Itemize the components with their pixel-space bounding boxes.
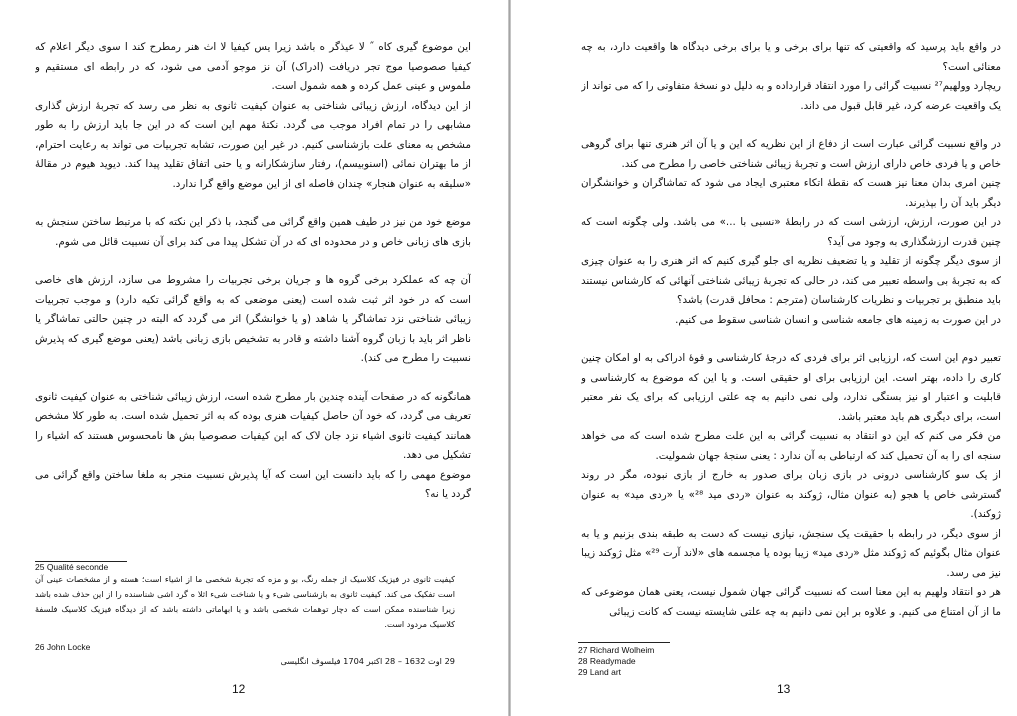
- page-13: [511, 0, 1017, 716]
- paragraph: موضوع مهمی را که باید دانست این است که آیا پذیرش نسبیت منجر به ملغا ساختن واقع گرائی می گردد یا نه؟: [35, 468, 471, 500]
- page-13-body: [581, 38, 1001, 638]
- paragraph: چنین امری بدان معنا نیز هست که نقطهٔ اتکاء معتبری ایجاد می شود که تماشاگران و خوانشگران دیگر باید آن را بپذیرند.: [581, 177, 1001, 209]
- page-number: 12: [232, 682, 246, 696]
- footnote-28: 28 Readymade: [578, 656, 636, 666]
- footnote-rule: [578, 642, 670, 643]
- page-number: 13: [777, 682, 791, 696]
- paragraph: موضع خود من نیز در طیف همین واقع گرائی می گنجد، با ذکر این نکته که با مرتبط ساختن سنجش به بازی های زبانی خاص و در محدوده ای که در آن تشکل پیدا می کند برای آن نسبیت قائل می شوم.: [35, 216, 471, 248]
- paragraph: همانگونه که در صفحات آینده چندین بار مطرح شده است، ارزش زیبائی شناختی به عنوان کیفیت ثانوی تعریف می گردد، که خود آن حاصل کیفیات هنری بوده که به اثر تحمیل شده است. به طور کلا مشخص همانند کیفیت ثانوی اشیاء نزد جان لاک که این کیفیات صصوصیا بش ها نامحسوس هستند که اشیاء را تشکیل می دهد.: [35, 390, 471, 461]
- paragraph: از سوی دیگر چگونه از تقلید و یا تضعیف نظریه ای جلو گیری کنیم که اثر هنری را به عنوان چیزی که به تجربهٔ بی واسطه تعبیر می کند، در حالی که تجربهٔ زیبائی شناختی آنهائی که کارشناس نیستند باید منطبق بر تجربیات و نظریات کارشناسان (مترجم : محافل قدرت) باشد؟: [581, 255, 1001, 306]
- paragraph: آن چه که عملکرد برخی گروه ها و جریان برخی تجربیات را مشروط می سازد، ارزش های خاصی است که در خود اثر ثبت شده است (یعنی موضعی که به واقع گرائی تکیه دارد) و موجب تجربیات زیبائی شناختی نزد تماشاگر یا شاهد (و یا خوانشگر) اثر می گردد که البته در چنین حالتی تماشاگر یا ناظر اثر باید با زبان گروه آشنا داشته و قادر به تشخیص بازی زبانی باشد (یعنی موضع گیری که پذیرش نسبیت را مطرح می کند).: [35, 274, 471, 364]
- page-12-body: [35, 38, 471, 508]
- footnote-26-label: 26 John Locke: [35, 642, 91, 652]
- footnote-25-text: کیفیت ثانوی در فیزیک کلاسیک از جمله رنگ، بو و مزه که تجربهٔ شخصی ما از اشیاء است؛ هسته و از مشخصات عینی آن است تفکیک می کند. کیفیت ثانوی به بازشناسی شیء و یا شناخت شیء اثلا ه گرد اشی شناسنده را از این حذف شده باشد زیرا شناسنده ممکن است که دچار توهمات شخصی باشد و یا ابهاماتی داشته باشد که از دیدگاه فیزیک کلاسیک فلسفهٔ کلاسیک مردود است.: [35, 574, 455, 629]
- paragraph: از این دیدگاه، ارزش زیبائی شناختی به عنوان کیفیت ثانوی به نظر می رسد که تجربهٔ ارزش گذاری مشابهی را در تمام افراد موجب می گردد. نکتهٔ مهم این است که در این جا باید ارزش را به طور مشخص به معنای علت بازشناسی کنیم. در غیر این صورت، تشابه تجربیات می تواند به رعایت احترام، از ما بهتران نمائی (اسنوبیسم)، رفتار سازشکارانه و یا حتی اتفاق تقلید پیدا کند. دیوید هیوم در مقالهٔ «سلیقه به عنوان هنجار» چندان فاصله ای از این موضع واقع گرا ندارد.: [35, 99, 471, 190]
- paragraph: در واقع باید پرسید که واقعیتی که تنها برای برخی و یا برای برخی دیدگاه ها واقعیت دارد، به چه معنائی است؟: [581, 41, 1001, 73]
- paragraph: این موضوع گیری کاه ˝ لا عیذگر ه باشد زیرا یس کیفیا لا اث هنر رمطرح کند ا سوی دیگر اعلام که کیفیا صصوصیا موج تجر دریافت (ادراک) آن نز موجو آدمی می شود، که در رابطه ای مستقیم و ملموس و عینی عمل کرده و همه شمول است.: [35, 41, 471, 92]
- paragraph: در واقع نسبیت گرائی عبارت است از دفاع از این نظریه که این و یا آن اثر هنری تنها برای گروهی خاص و یا فردی خاص دارای ارزش است و تجربهٔ زیبائی شناختی خاصی را مطرح می کند.: [581, 138, 1001, 170]
- paragraph: از سوی دیگر، در رابطه با حقیقت یک سنجش، نیازی نیست که دست به طبقه بندی بزنیم و یا به عنوان مثال بگوئیم که ژوکند مثل «ردی مید» زیبا بوده یا مجسمه های «لاند آرت ²⁹» مثل ژوکند زیبا نیز می رسد.: [581, 527, 1001, 579]
- paragraph: ریچارد وولهیم²⁷ نسبیت گرائی را مورد انتقاد قرارداده و به دلیل دو نسخهٔ متفاوتی را که می تواند از یک واقعیت عرضه کرد، غیر قابل قبول می داند.: [581, 80, 1001, 112]
- footnote-29: 29 Land art: [578, 667, 622, 677]
- footnote-27: 27 Richard Wolheim: [578, 645, 655, 655]
- footnote-26-text: 29 اوت 1632 – 28 اکتبر 1704 فیلسوف انگلیسی: [280, 656, 455, 666]
- paragraph: هر دو انتقاد ولهیم به این معنا است که نسبیت گرائی جهان شمول نیست، یعنی همان موضوعی که ما از آن امتناع می کنیم. و علاوه بر این نمی دانیم به چه علتی شایسته نیست که کانت زیبائی: [581, 586, 1001, 618]
- paragraph: از یک سو کارشناسی درونی در بازی زبان برای صدور به خارج از بازی نبوده، مگر در روند گسترشی خاص یا هجو (به عنوان مثال، ژوکند به عنوان «ردی مید ²⁸» یا «ردی مید» به عنوان ژوکند).: [581, 469, 1001, 520]
- footnote-25-label: 25 Qualité seconde: [35, 562, 109, 572]
- paragraph: تعبیر دوم این است که، ارزیابی اثر برای فردی که درجهٔ کارشناسی و قوهٔ ادراکی به او امکان چنین کاری را داده، بهتر است. این ارزیابی برای او حقیقی است. و یا این که موضوع به کارشناسی و قابلیت و اعتبار او نیز بستگی ندارد، ولی نمی دانیم به چه علتی ارزیابی که برای یک نفر معتبر است، برای دیگری هم باید معتبر باشد.: [581, 352, 1001, 423]
- page-12: [0, 0, 508, 716]
- paragraph: در این صورت، ارزش، ارزشی است که در رابطهٔ «نسبی با ...» می باشد. ولی چگونه است که چنین قدرت ارزشگذاری به وجود می آید؟: [581, 216, 1001, 248]
- paragraph: من فکر می کنم که این دو انتقاد به نسبیت گرائی به این علت مطرح شده است که می خواهد سنجه ای را به آن تحمیل کند که ارتباطی به آن ندارد : یعنی سنجهٔ جهان شمولیت.: [581, 430, 1001, 462]
- paragraph: در این صورت به زمینه های جامعه شناسی و انسان شناسی سقوط می کنیم.: [675, 313, 1001, 326]
